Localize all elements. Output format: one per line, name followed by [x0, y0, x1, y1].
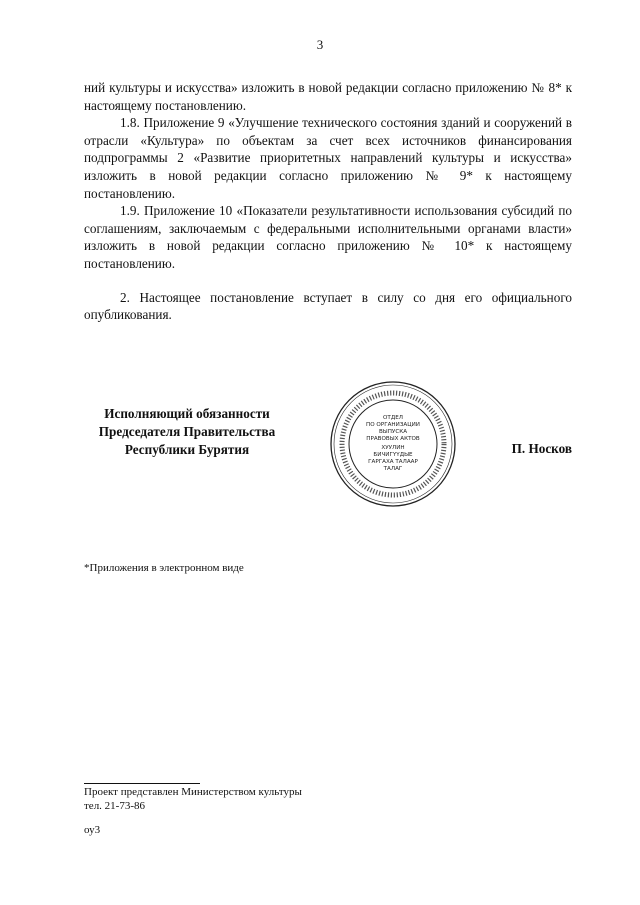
- page-number: 3: [316, 37, 324, 52]
- signer-title: [92, 405, 282, 459]
- seal-text-line: ПРАВОВЫХ АКТОВ: [366, 436, 420, 442]
- seal-text-line: БИЧИГҮҮДЫЕ: [373, 452, 413, 458]
- paragraph-item-1-8: 1.8. Приложение 9 «Улучшение технического состояния зданий и сооружений в отрасли «Культура» по объектам за счет всех источников финансирования подпрограммы 2 «Развитие приоритетных направлений культуры и искусства» изложить в новой редакции согласно приложению № 9* к настоящему постановлению.: [84, 115, 572, 201]
- footer: [84, 785, 302, 837]
- footnote: *Приложения в электронном виде: [84, 562, 244, 574]
- footer-divider: [84, 783, 200, 784]
- document-body: [84, 79, 572, 324]
- seal-text-line: ХУУЛИН: [381, 445, 405, 451]
- official-seal: [328, 379, 458, 509]
- paragraph-item-1-9: 1.9. Приложение 10 «Показатели результативности использования субсидий по соглашениям, заключаемым с федеральными исполнительными органами власти» изложить в новой редакции согласно приложению № 10* к настоящему постановлению.: [84, 203, 572, 271]
- paragraph-continuation: ний культуры и искусства» изложить в новой редакции согласно приложению № 8* к настоящему постановлению.: [84, 80, 572, 113]
- footer-code: оу3: [84, 824, 101, 836]
- footer-phone: тел. 21-73-86: [84, 800, 146, 812]
- signer-name: П. Носков: [511, 441, 572, 456]
- signer-title-line: Председателя Правительства: [98, 424, 276, 439]
- paragraph-item-2: 2. Настоящее постановление вступает в силу со дня его официального опубликования.: [84, 289, 572, 323]
- seal-text-line: ОТДЕЛ: [383, 415, 403, 421]
- seal-text-line: ГАРГАХА ТАЛААР: [368, 459, 418, 465]
- seal-text-line: ТАЛАГ: [383, 466, 403, 472]
- seal-text-line: ВЫПУСКА: [378, 429, 408, 435]
- signer-title-line: Республики Бурятия: [124, 442, 250, 457]
- footer-presented-by: Проект представлен Министерством культуры: [84, 786, 302, 798]
- signature-block: [84, 405, 572, 505]
- seal-text-line: ПО ОРГАНИЗАЦИИ: [366, 422, 420, 428]
- signer-title-line: Исполняющий обязанности: [104, 406, 270, 421]
